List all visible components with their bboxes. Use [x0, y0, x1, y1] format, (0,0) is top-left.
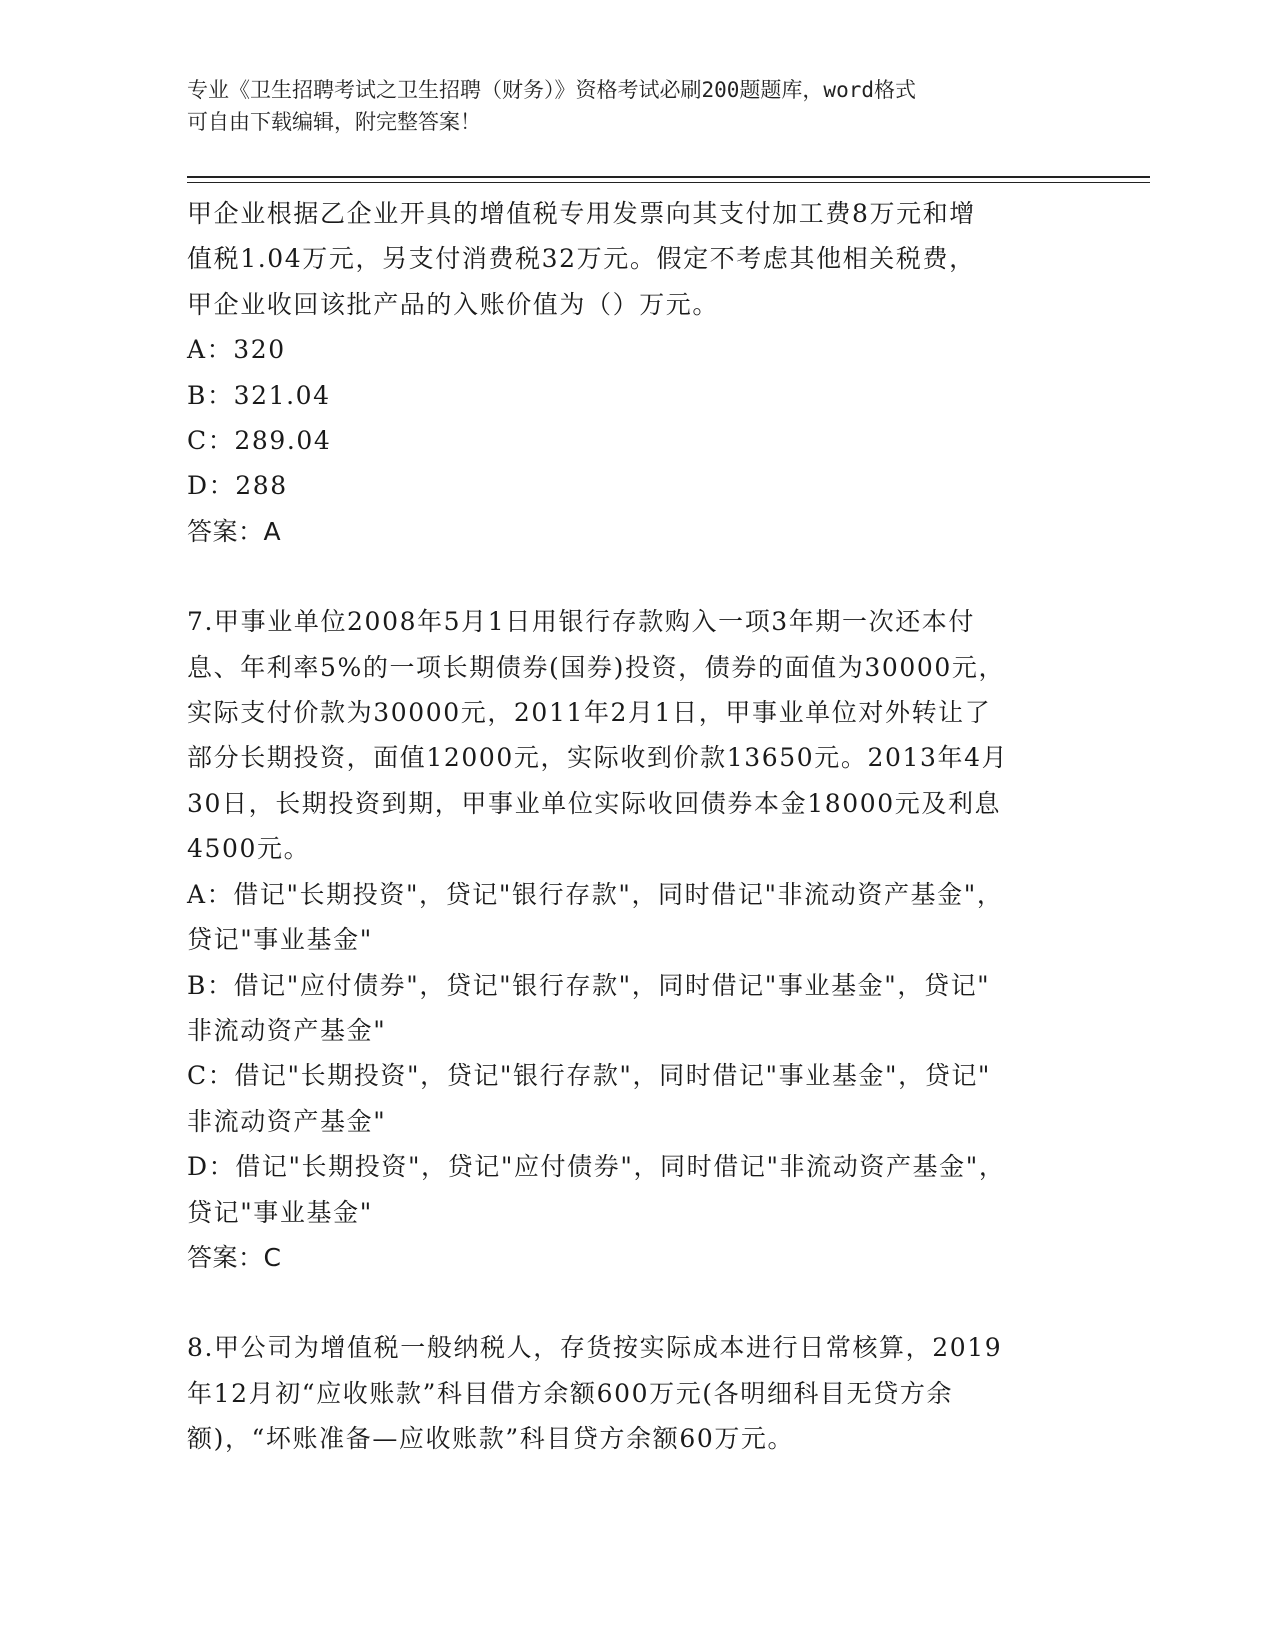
option-a: A：借记"长期投资"，贷记"银行存款"，同时借记"非流动资产基金"， — [187, 879, 1004, 909]
question-stem-line: 甲企业收回该批产品的入账价值为（）万元。 — [187, 289, 720, 319]
spacer — [187, 1280, 1067, 1325]
question-7 — [187, 599, 1067, 1280]
question-stem-line: 甲企业根据乙企业开具的增值税专用发票向其支付加工费8万元和增 — [187, 199, 976, 228]
question-stem-line: 额)，“坏账准备—应收账款”科目贷方余额60万元。 — [187, 1424, 795, 1454]
question-stem-line: 30日，长期投资到期，甲事业单位实际收回债券本金18000元及利息 — [187, 788, 1002, 818]
answer-line: 答案：A — [187, 516, 282, 546]
option-b-cont: 非流动资产基金" — [187, 1015, 387, 1045]
question-stem-line: 8.甲公司为增值税一般纳税人，存货按实际成本进行日常核算，2019 — [187, 1333, 1003, 1363]
question-stem-line: 值税1.04万元，另支付消费税32万元。假定不考虑其他相关税费， — [187, 244, 976, 274]
option-c: C：289.04 — [187, 426, 332, 456]
question-8 — [187, 1325, 1067, 1461]
option-d-cont: 贷记"事业基金" — [187, 1197, 373, 1227]
option-c: C：借记"长期投资"，贷记"银行存款"，同时借记"事业基金"，贷记" — [187, 1061, 992, 1091]
option-a: A：320 — [187, 335, 286, 365]
spacer — [187, 554, 1067, 599]
question-stem-line: 7.甲事业单位2008年5月1日用银行存款购入一项3年期一次还本付 — [187, 607, 975, 637]
option-c-cont: 非流动资产基金" — [187, 1106, 387, 1136]
header-divider-thin — [187, 182, 1150, 183]
document-header — [187, 74, 1067, 138]
option-a-cont: 贷记"事业基金" — [187, 925, 373, 955]
answer-line: 答案：C — [187, 1242, 282, 1272]
question-stem-line: 年12月初“应收账款”科目借方余额600万元(各明细科目无贷方余 — [187, 1378, 954, 1408]
question-stem-line: 4500元。 — [187, 834, 311, 864]
question-stem-line: 实际支付价款为30000元，2011年2月1日，甲事业单位对外转让了 — [187, 698, 992, 728]
question-stem-line: 息、年利率5%的一项长期债券(国券)投资，债券的面值为30000元， — [187, 652, 1006, 682]
option-b: B：321.04 — [187, 380, 331, 410]
question-6 — [187, 191, 1067, 554]
header-line: 可自由下载编辑，附完整答案！ — [187, 110, 481, 134]
option-d: D：288 — [187, 471, 288, 501]
header-line: 专业《卫生招聘考试之卫生招聘（财务）》资格考试必刷200题题库，word格式 — [187, 78, 916, 102]
header-divider — [187, 176, 1150, 178]
question-stem-line: 部分长期投资，面值12000元，实际收到价款13650元。2013年4月 — [187, 743, 1009, 773]
option-b: B：借记"应付债券"，贷记"银行存款"，同时借记"事业基金"，贷记" — [187, 970, 991, 1000]
option-d: D：借记"长期投资"，贷记"应付债券"，同时借记"非流动资产基金"， — [187, 1152, 1006, 1182]
document-body — [187, 191, 1067, 1462]
